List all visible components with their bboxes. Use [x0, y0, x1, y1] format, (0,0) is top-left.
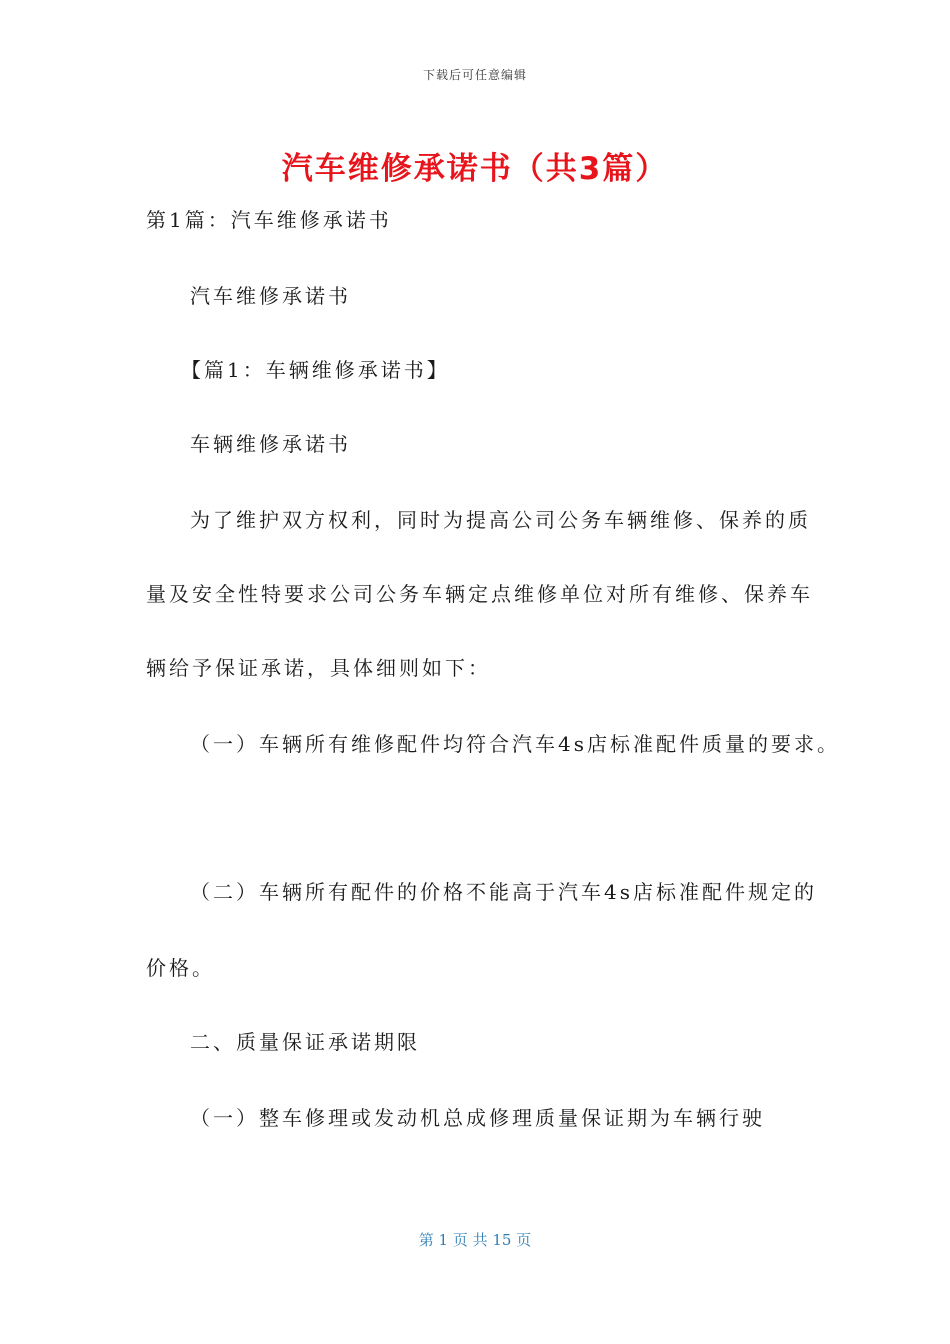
document-title: 汽车维修承诺书（共3篇）: [281, 151, 669, 187]
paragraph: 辆给予保证承诺，具体细则如下：: [146, 656, 491, 680]
paragraph: （一）整车修理或发动机总成修理质量保证期为车辆行驶: [190, 1106, 765, 1130]
paragraph: 价格。: [146, 956, 215, 980]
paragraph: 为了维护双方权利，同时为提高公司公务车辆维修、保养的质: [190, 508, 811, 532]
paragraph: 车辆维修承诺书: [190, 432, 351, 456]
header-note: 下载后可任意编辑: [422, 68, 527, 82]
paragraph: 【篇1：车辆维修承诺书】: [181, 358, 450, 382]
paragraph: 量及安全性特要求公司公务车辆定点维修单位对所有维修、保养车: [146, 582, 813, 606]
paragraph: （二）车辆所有配件的价格不能高于汽车4s店标准配件规定的: [190, 880, 817, 904]
paragraph: （一）车辆所有维修配件均符合汽车4s店标准配件质量的要求。: [190, 732, 840, 756]
paragraph: 汽车维修承诺书: [190, 284, 351, 308]
paragraph: 二、质量保证承诺期限: [190, 1030, 420, 1054]
page-number-footer: 第 1 页 共 15 页: [418, 1231, 532, 1249]
section-heading: 第1篇：汽车维修承诺书: [146, 208, 392, 232]
